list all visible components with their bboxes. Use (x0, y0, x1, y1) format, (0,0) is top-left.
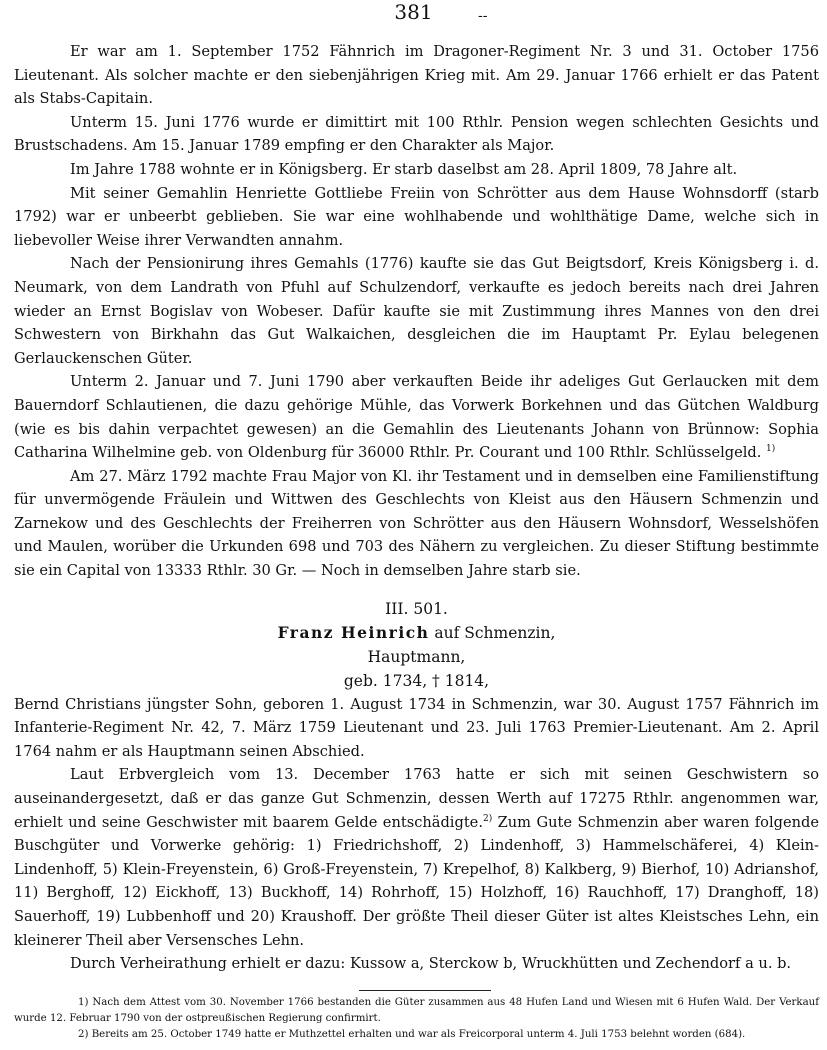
section-number: III. 501. (385, 599, 448, 618)
page-mark: -- (478, 8, 488, 24)
paragraph-text: Unterm 2. Januar und 7. Juni 1790 aber verkauften Beide ihr adeliges Gut Gerlaucken mit dem Bauerndorf Schlautienen, die dazu gehörige Mühle, das Vorwerk Borkehnen und das Gütchen Waldburg (wie es bis dahin verpachtet gewesen) an die Gemahlin des Lieutenants Johann von Brünnow: Sophia Catharina Wilhelmine geb. von Oldenburg für 36000 Rthlr. Pr. Courant und 100 Rthlr. Schlüsselgeld. (14, 373, 819, 462)
paragraph-text: Laut Erbvergleich vom 13. December 1763 hatte er sich mit seinen Geschwistern so auseinandergesetzt, daß er das ganze Gut Schmenzin, dessen Werth auf 17275 Rthlr. angenommen war, erhielt und seine Geschwister mit baarem Gelde entschädigte. (14, 766, 819, 831)
footnote-ref: 2) (482, 813, 493, 824)
footnotes (14, 990, 819, 1043)
person-name-suffix: auf Schmenzin, (429, 623, 556, 642)
paragraph: Bernd Christians jüngster Sohn, geboren 1. August 1734 in Schmenzin, war 30. August 1757 Fähnrich im Infanterie-Regiment Nr. 42, 7. März 1759 Lieutenant und 23. Juli 1763 Premier-Lieutenant. Am 2. April 1764 nahm er als Hauptmann seinen Abschied. (14, 695, 819, 760)
paragraph: Am 27. März 1792 machte Frau Major von Kl. ihr Testament und in demselben eine Familienstiftung für unvermögende Fräulein und Wittwen des Geschlechts von Kleist aus den Häusern Schmenzin und Zarnekow und des Geschlechts der Freiherren von Schrötter aus den Häusern Wohnsdorf, Wesselshöfen und Maulen, worüber die Urkunden 698 und 703 des Nähern zu vergleichen. Zu dieser Stiftung bestimmte sie ein Capital von 13333 Rthlr. 30 Gr. — Noch in demselben Jahre starb sie. (14, 467, 819, 580)
paragraph (14, 370, 819, 464)
paragraph-text: Zum Gute Schmenzin aber waren folgende Buschgüter und Vorwerke gehörig: 1) Friedrichshoff, 2) Lindenhoff, 3) Hammelschäferei, 4) Klein-Lindenhoff, 5) Klein-Freyenstein, 6) Groß-Freyenstein, 7) Krepelhof, 8) Kalkberg, 9) Bierhof, 10) Adrianshof, 11) Berghoff, 12) Eickhoff, 13) Buckhoff, 14) Rohrhoff, 15) Holzhoff, 16) Rauchhoff, 17) Dranghoff, 18) Sauerhoff, 19) Lubbenhoff und 20) Kraushoff. Der größte Theil dieser Güter ist altes Kleistsches Lehn, ein kleinerer Theil aber Versensches Lehn. (14, 813, 819, 949)
person-dates: geb. 1734, † 1814, (343, 671, 490, 690)
footnote-ref: 1) (766, 444, 776, 455)
footnote: 1) Nach dem Attest vom 30. November 1766 bestanden die Güter zusammen aus 48 Hufen Land und Wiesen mit 6 Hufen Wald. Der Verkauf wurde 12. Februar 1790 von der ostpreußischen Regierung confirmirt. (14, 997, 819, 1024)
section-heading (14, 597, 819, 693)
paragraph: Unterm 15. Juni 1776 wurde er dimittirt mit 100 Rthlr. Pension wegen schlechten Gesichts und Brustschadens. Am 15. Januar 1789 empfing er den Charakter als Major. (14, 113, 819, 155)
person-rank: Hauptmann, (367, 647, 466, 666)
paragraph: Mit seiner Gemahlin Henriette Gottliebe Freiin von Schrötter aus dem Hause Wohnsdorff (starb 1792) war er unbeerbt geblieben. Sie war eine wohlhabende und wohlthätige Dame, welche sich in liebevoller Weise ihrer Verwandten annahm. (14, 184, 819, 249)
paragraph: Durch Verheirathung erhielt er dazu: Kussow a, Sterckow b, Wruckhütten und Zechendorf a u. b. (70, 955, 792, 973)
person-name: Franz Heinrich (277, 622, 430, 642)
paragraph: Nach der Pensionirung ihres Gemahls (1776) kaufte sie das Gut Beigtsdorf, Kreis Königsberg i. d. Neumark, von dem Landrath von Pfuhl auf Schulzendorf, verkaufte es jedoch bereits nach drei Jahren wieder an Ernst Bogislav von Wobeser. Dafür kaufte sie mit Zustimmung ihres Mannes von den drei Schwestern von Birkhahn das Gut Walkaichen, desgleichen die im Hauptamt Pr. Eylau belegenen Gerlauckenschen Güter. (14, 255, 819, 367)
footnote-divider (359, 990, 491, 991)
page-body (14, 40, 819, 976)
paragraph (14, 763, 819, 952)
paragraph: Im Jahre 1788 wohnte er in Königsberg. Er starb daselbst am 28. April 1809, 78 Jahre alt. (70, 160, 738, 178)
paragraph: Er war am 1. September 1752 Fähnrich im Dragoner-Regiment Nr. 3 und 31. October 1756 Lieutenant. Als solcher machte er den siebenjährigen Krieg mit. Am 29. Januar 1766 erhielt er das Patent als Stabs-Capitain. (14, 43, 819, 108)
page-number: 381 (394, 0, 433, 24)
section-name-line (14, 621, 819, 645)
footnote: 2) Bereits am 25. October 1749 hatte er Muthzettel erhalten und war als Freicorporal unterm 4. Juli 1753 belehnt worden (684). (78, 1029, 746, 1040)
